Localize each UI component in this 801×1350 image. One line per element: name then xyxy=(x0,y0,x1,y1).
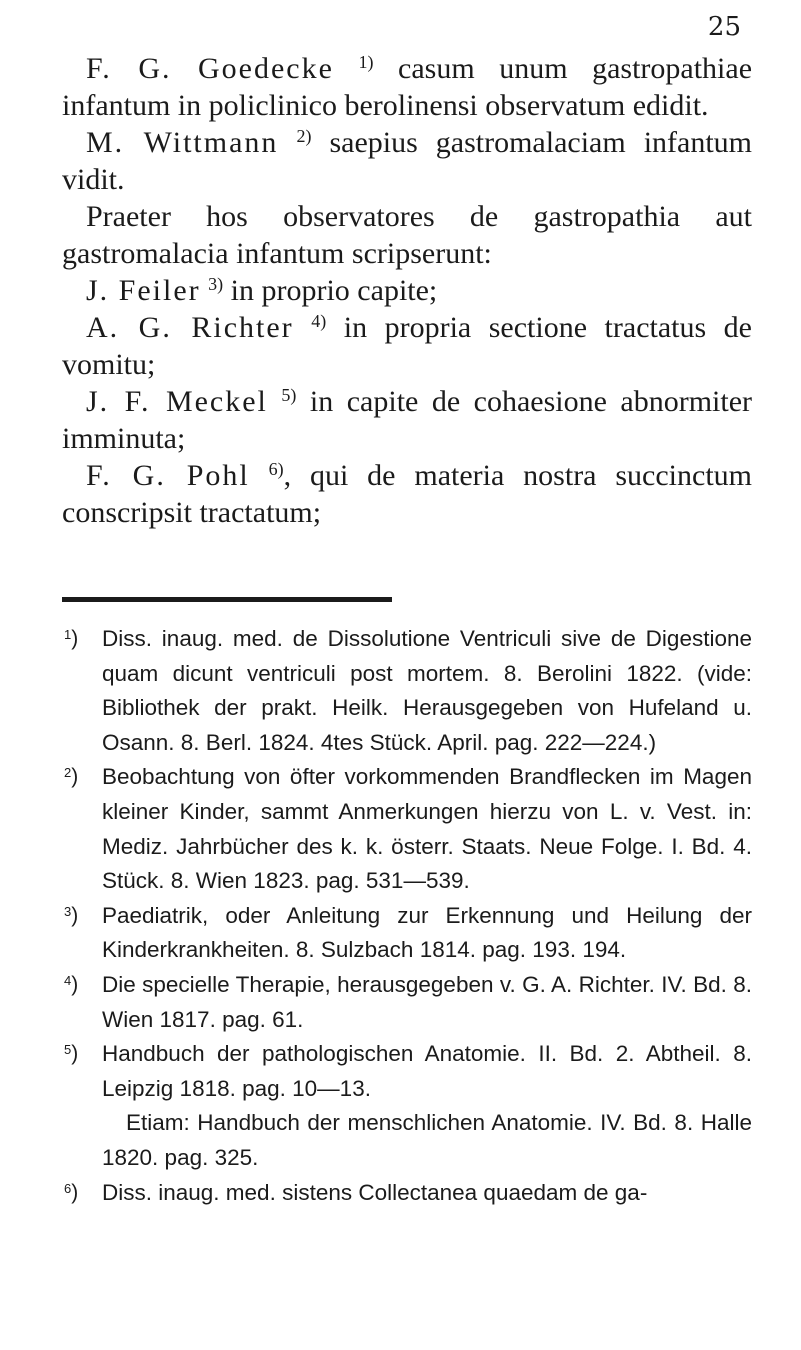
footnote-5 xyxy=(64,1037,752,1175)
footnote-ref-number: 3 xyxy=(208,274,218,294)
footnote-text: Beobachtung von öfter vorkommenden Brandflecken im Magen kleiner Kinder, sammt Anmerkungen hierzu von L. v. Vest. in: Mediz. Jahrbücher des k. k. österr. Staats. Neue Folge. I. Bd. 4. Stück. 8. Wien 1823. pag. 531—539. xyxy=(102,764,752,894)
footnote-ref: 3) xyxy=(208,274,224,294)
footnote-text: Handbuch der pathologischen Anatomie. II. Bd. 2. Abtheil. 8. Leipzig 1818. pag. 10—13. xyxy=(102,1041,752,1101)
paragraph-text: , qui de materia nostra succinctum conscripsit tractatum; xyxy=(62,459,752,529)
paragraph-feiler xyxy=(62,272,752,309)
footnote-marker: $^2$) xyxy=(64,765,79,789)
author-name: M. Wittmann xyxy=(86,126,279,159)
footnote-ref-number: 6 xyxy=(268,459,278,479)
paragraph-text: Praeter hos observatores de gastropathia aut gastromalacia infantum scripserunt: xyxy=(62,200,752,270)
paragraph-text: casum unum gastropathiae infantum in policlinico berolinensi observatum edidit. xyxy=(62,52,753,122)
page-number: 25 xyxy=(707,12,741,42)
footnote-marker: $^5$) xyxy=(64,1042,79,1066)
footnote-1 xyxy=(64,622,752,760)
paragraph-text: in propria sectione tractatus de vomitu; xyxy=(62,311,753,381)
footnote-ref-number: 1 xyxy=(358,52,368,72)
footnote-text: Diss. inaug. med. de Dissolutione Ventriculi sive de Digestione quam dicunt ventriculi post mortem. 8. Berolini 1822. (vide: Bibliothek der prakt. Heilk. Herausgegeben von Hufeland u. Osann. 8. Berl. 1824. 4tes Stück. April. pag. 222—224.) xyxy=(102,626,752,755)
footnote-text: Die specielle Therapie, herausgegeben v. G. A. Richter. IV. Bd. 8. Wien 1817. pag. 61. xyxy=(102,971,752,1032)
footnote-marker: $^4$) xyxy=(64,972,79,996)
paragraph-pohl xyxy=(62,457,752,531)
footnote-marker-number: 6 xyxy=(64,1180,72,1196)
paragraph-meckel xyxy=(62,383,752,457)
footnote-6 xyxy=(64,1176,752,1211)
footnote-marker-number: 3 xyxy=(64,903,72,919)
footnote-ref-number: 5 xyxy=(281,385,291,405)
footnote-ref-number: 2 xyxy=(296,126,306,146)
paragraph-text: saepius gastromalaciam infantum vidit. xyxy=(62,126,753,196)
footnote-separator-rule xyxy=(62,597,392,602)
paragraph-richter xyxy=(62,309,752,383)
footnote-ref: 1) xyxy=(358,52,374,72)
footnote-ref: 2) xyxy=(296,126,312,146)
footnote-ref: 6) xyxy=(268,459,284,479)
author-name: F. G. Goedecke xyxy=(86,52,334,85)
footnote-ref: 4) xyxy=(311,311,327,331)
author-name: J. F. Meckel xyxy=(86,385,268,418)
author-name: J. Feiler xyxy=(86,274,201,307)
footnote-marker-number: 2 xyxy=(64,765,72,781)
footnote-text: Paediatrik, oder Anleitung zur Erkennung und Heilung der Kinderkrankheiten. 8. Sulzbach 1814. pag. 193. 194. xyxy=(102,902,752,963)
paragraph-text: in capite de cohaesione abnormiter imminuta; xyxy=(62,385,753,455)
footnote-marker-number: 5 xyxy=(64,1042,72,1058)
footnote-ref: 5) xyxy=(281,385,297,405)
footnote-marker: $^3$) xyxy=(64,903,79,927)
footnote-4 xyxy=(64,968,752,1037)
footnote-2 xyxy=(64,760,752,898)
footnote-marker-number: 4 xyxy=(64,972,72,988)
paragraph-wittmann xyxy=(62,124,752,198)
footnote-marker-number: 1 xyxy=(64,627,72,642)
paragraph-praeter xyxy=(62,198,752,272)
author-name: A. G. Richter xyxy=(86,311,294,344)
footnote-ref-number: 4 xyxy=(311,311,321,331)
paragraph-goedecke xyxy=(62,50,752,124)
footnote-3 xyxy=(64,899,752,968)
paragraph-text: in proprio capite; xyxy=(230,274,438,307)
footnote-text: Diss. inaug. med. sistens Collectanea quaedam de ga- xyxy=(102,1179,648,1205)
author-name: F. G. Pohl xyxy=(86,459,250,492)
footnote-marker: $^1$) xyxy=(64,627,79,650)
main-text xyxy=(62,50,752,531)
footnote-marker: $^6$) xyxy=(64,1180,79,1204)
footnotes xyxy=(64,622,752,1210)
footnote-continuation: Etiam: Handbuch der menschlichen Anatomie. IV. Bd. 8. Halle 1820. pag. 325. xyxy=(102,1110,752,1170)
